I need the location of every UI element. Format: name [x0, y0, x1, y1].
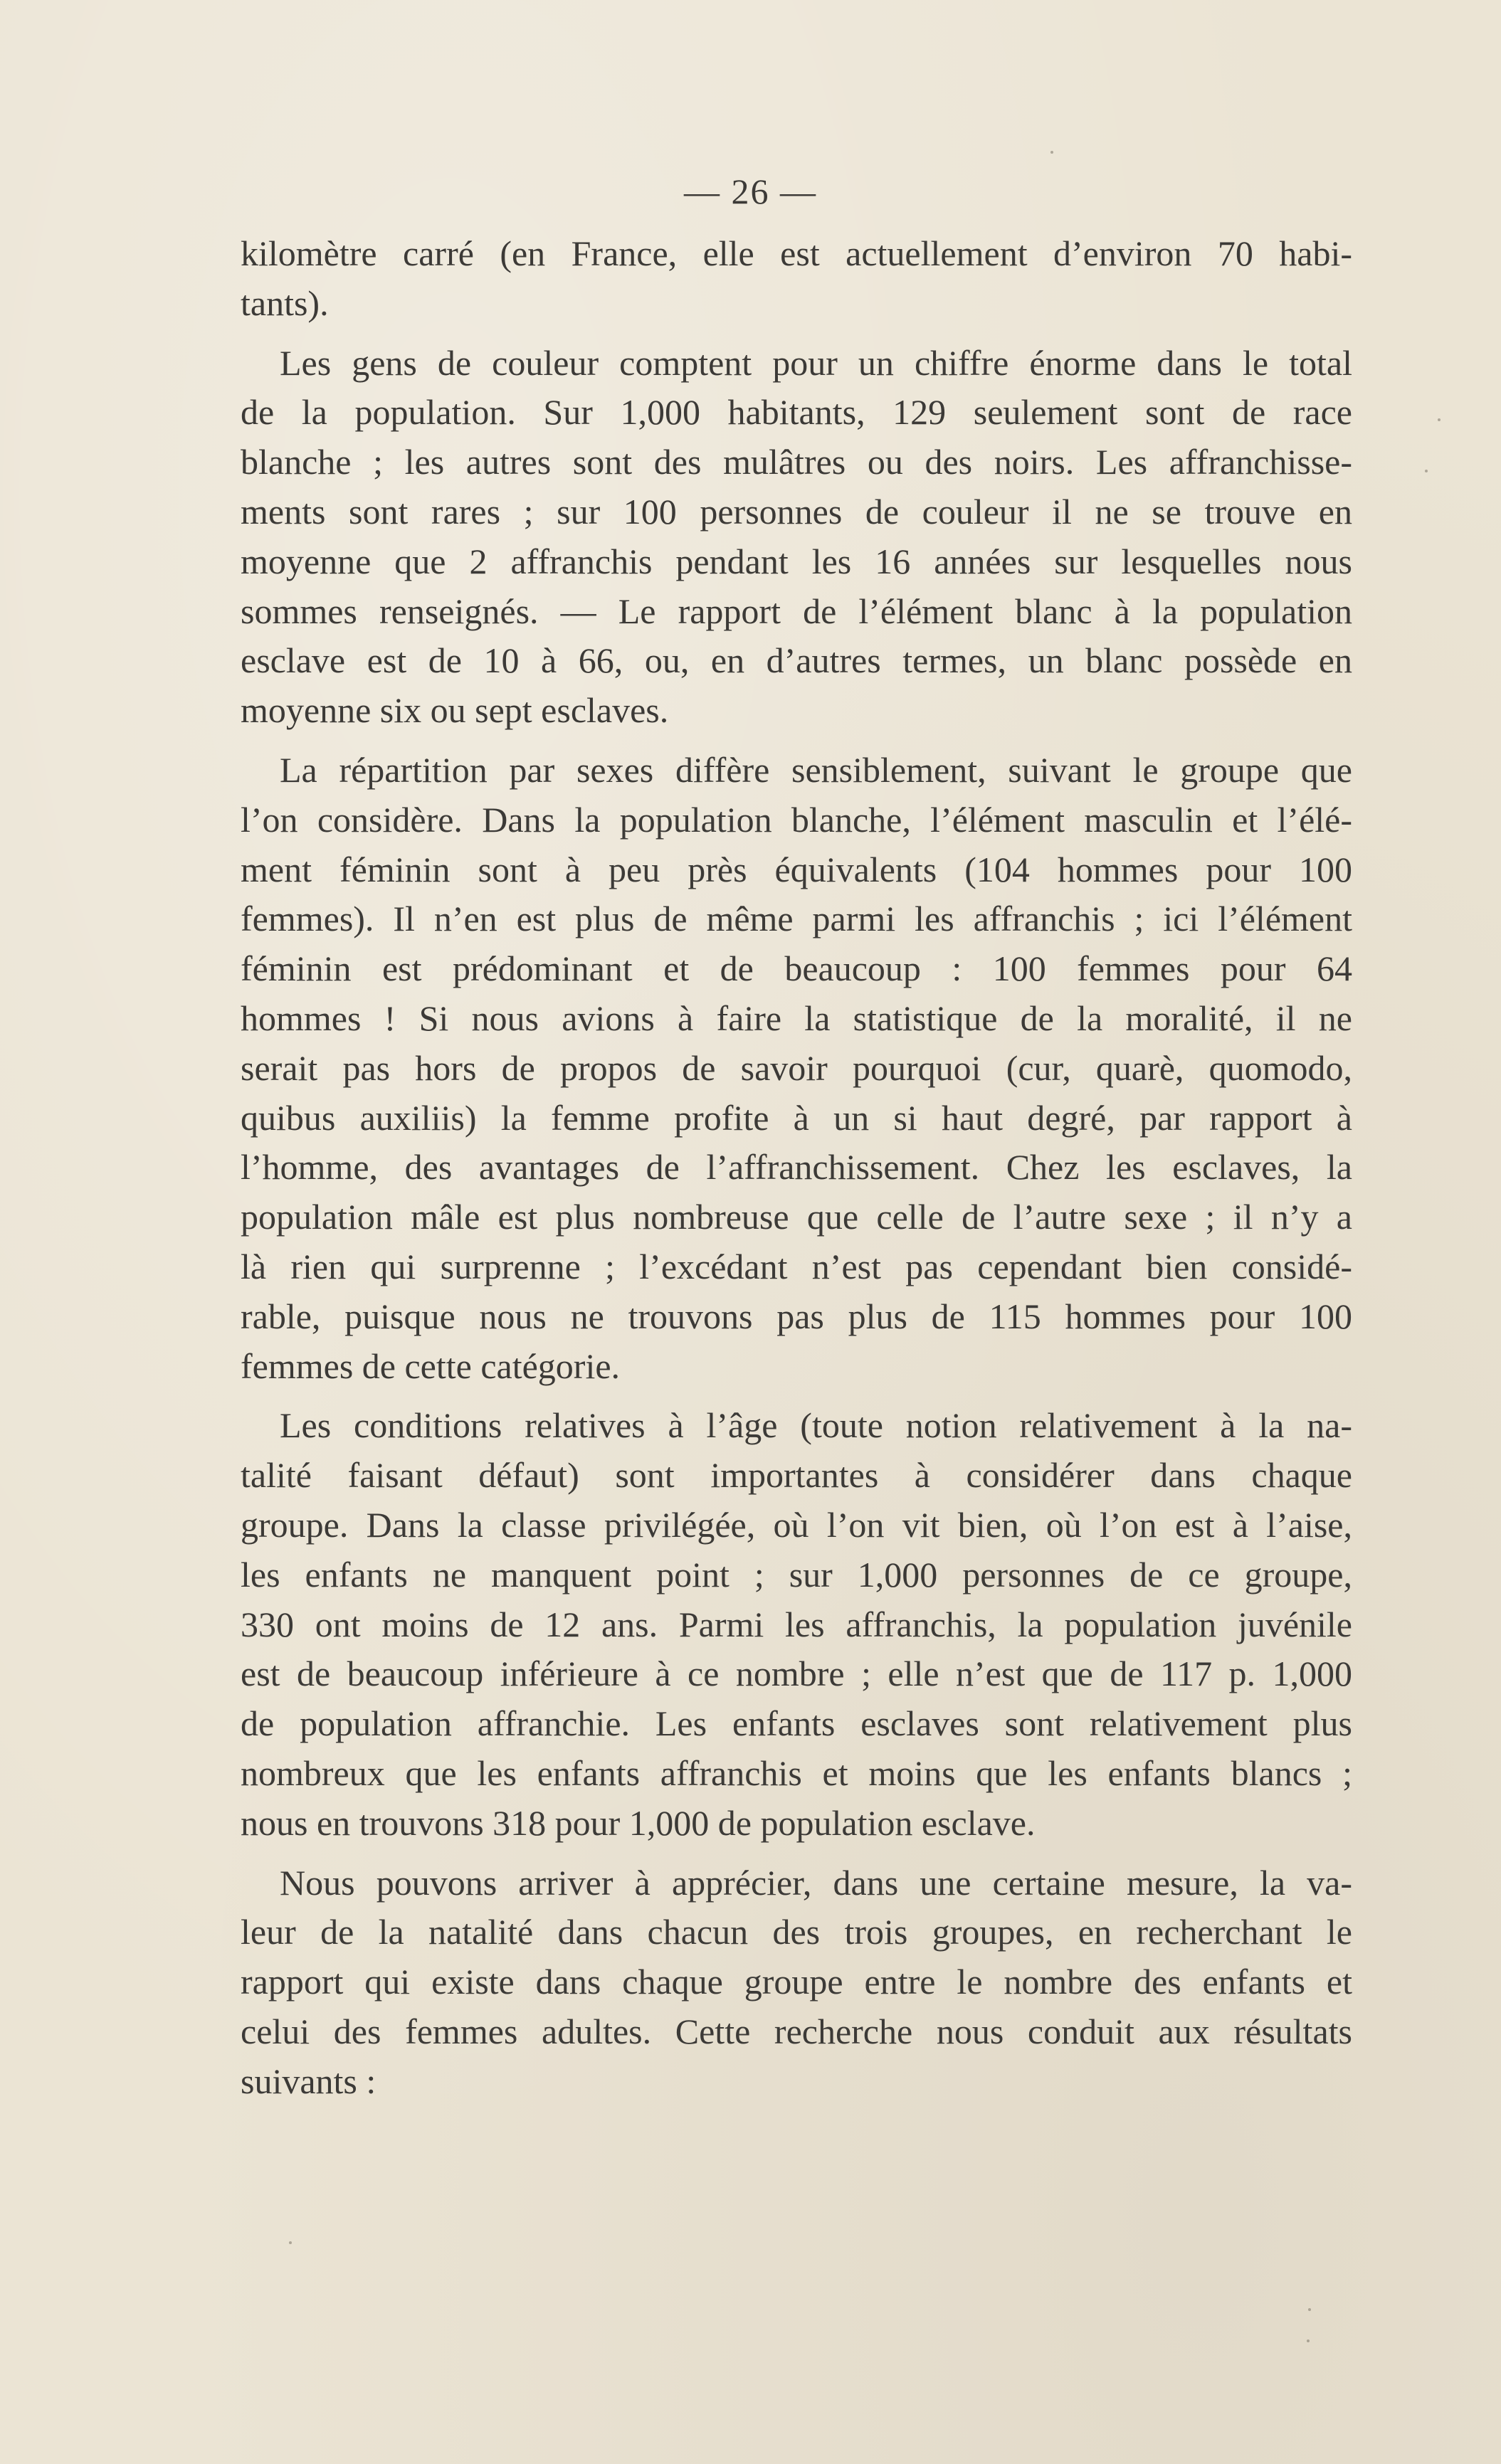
text-line: La répartition par sexes diffère sensiblement, suivant le groupe que — [280, 749, 1352, 790]
paper-speck — [289, 2241, 292, 2244]
paper-speck — [1438, 418, 1441, 421]
text-line: hommes ! Si nous avions à faire la statistique de la moralité, il ne — [241, 998, 1352, 1038]
paragraph — [241, 229, 1352, 329]
paper-speck — [1425, 470, 1428, 472]
text-line: groupe. Dans la classe privilégée, où l’on vit bien, où l’on est à l’aise, — [241, 1504, 1352, 1545]
text-line: féminin est prédominant et de beaucoup : 100 femmes pour 64 — [241, 948, 1352, 989]
paragraph — [241, 1858, 1352, 2107]
text-line: là rien qui surprenne ; l’excédant n’est pas cependant bien considé- — [241, 1246, 1352, 1286]
text-line: celui des femmes adultes. Cette recherche nous conduit aux résultats — [241, 2011, 1352, 2051]
text-line: ment féminin sont à peu près équivalents (104 hommes pour 100 — [241, 849, 1352, 889]
text-line: suivants : — [241, 2061, 376, 2101]
text-line: moyenne six ou sept esclaves. — [241, 690, 669, 731]
text-line: est de beaucoup inférieure à ce nombre ; elle n’est que de 117 p. 1,000 — [241, 1654, 1352, 1694]
text-line: rable, puisque nous ne trouvons pas plus de 115 hommes pour 100 — [241, 1296, 1352, 1336]
text-line: l’on considère. Dans la population blanche, l’élément masculin et l’élé- — [241, 799, 1352, 840]
text-line: Les gens de couleur comptent pour un chiffre énorme dans le total — [280, 342, 1352, 383]
text-line: moyenne que 2 affranchis pendant les 16 années sur lesquelles nous — [241, 541, 1352, 581]
text-line: femmes). Il n’en est plus de même parmi les affranchis ; ici l’élément — [241, 899, 1352, 939]
page-number: — 26 — — [684, 171, 817, 211]
text-line: de population affranchie. Les enfants esclaves sont relativement plus — [241, 1703, 1352, 1744]
text-line: ments sont rares ; sur 100 personnes de couleur il ne se trouve en — [241, 491, 1352, 532]
text-line: les enfants ne manquent point ; sur 1,000 personnes de ce groupe, — [241, 1554, 1352, 1595]
paper-speck — [1307, 2339, 1310, 2342]
text-line: serait pas hors de propos de savoir pourquoi (cur, quarè, quomodo, — [241, 1047, 1352, 1088]
body-text — [241, 229, 1352, 2116]
text-line: rapport qui existe dans chaque groupe entre le nombre des enfants et — [241, 1962, 1352, 2002]
text-line: Les conditions relatives à l’âge (toute notion relativement à la na- — [280, 1405, 1352, 1446]
text-line: nous en trouvons 318 pour 1,000 de population esclave. — [241, 1802, 1036, 1843]
text-line: talité faisant défaut) sont importantes à considérer dans chaque — [241, 1455, 1352, 1496]
text-line: nombreux que les enfants affranchis et moins que les enfants blancs ; — [241, 1752, 1352, 1793]
paper-speck — [1308, 2308, 1311, 2311]
text-line: l’homme, des avantages de l’affranchissement. Chez les esclaves, la — [241, 1147, 1352, 1188]
text-line: sommes renseignés. — Le rapport de l’élément blanc à la population — [241, 591, 1352, 631]
paragraph — [241, 1401, 1352, 1848]
text-line: esclave est de 10 à 66, ou, en d’autres termes, un blanc possède en — [241, 640, 1352, 681]
paragraph — [241, 746, 1352, 1391]
text-line: quibus auxiliis) la femme profite à un si haut degré, par rapport à — [241, 1097, 1352, 1138]
text-line: population mâle est plus nombreuse que celle de l’autre sexe ; il n’y a — [241, 1197, 1352, 1237]
paper-speck — [1050, 151, 1053, 154]
text-line: femmes de cette catégorie. — [241, 1345, 621, 1386]
text-line: leur de la natalité dans chacun des trois groupes, en recherchant le — [241, 1912, 1352, 1952]
paragraph — [241, 339, 1352, 736]
text-line: de la population. Sur 1,000 habitants, 129 seulement sont de race — [241, 392, 1352, 433]
text-line: 330 ont moins de 12 ans. Parmi les affranchis, la population juvénile — [241, 1604, 1352, 1644]
text-line: Nous pouvons arriver à apprécier, dans une certaine mesure, la va- — [280, 1862, 1352, 1903]
text-line: blanche ; les autres sont des mulâtres ou des noirs. Les affranchisse- — [241, 442, 1352, 482]
text-line: tants). — [241, 282, 329, 323]
text-line: kilomètre carré (en France, elle est actuellement d’environ 70 habi- — [241, 233, 1352, 273]
